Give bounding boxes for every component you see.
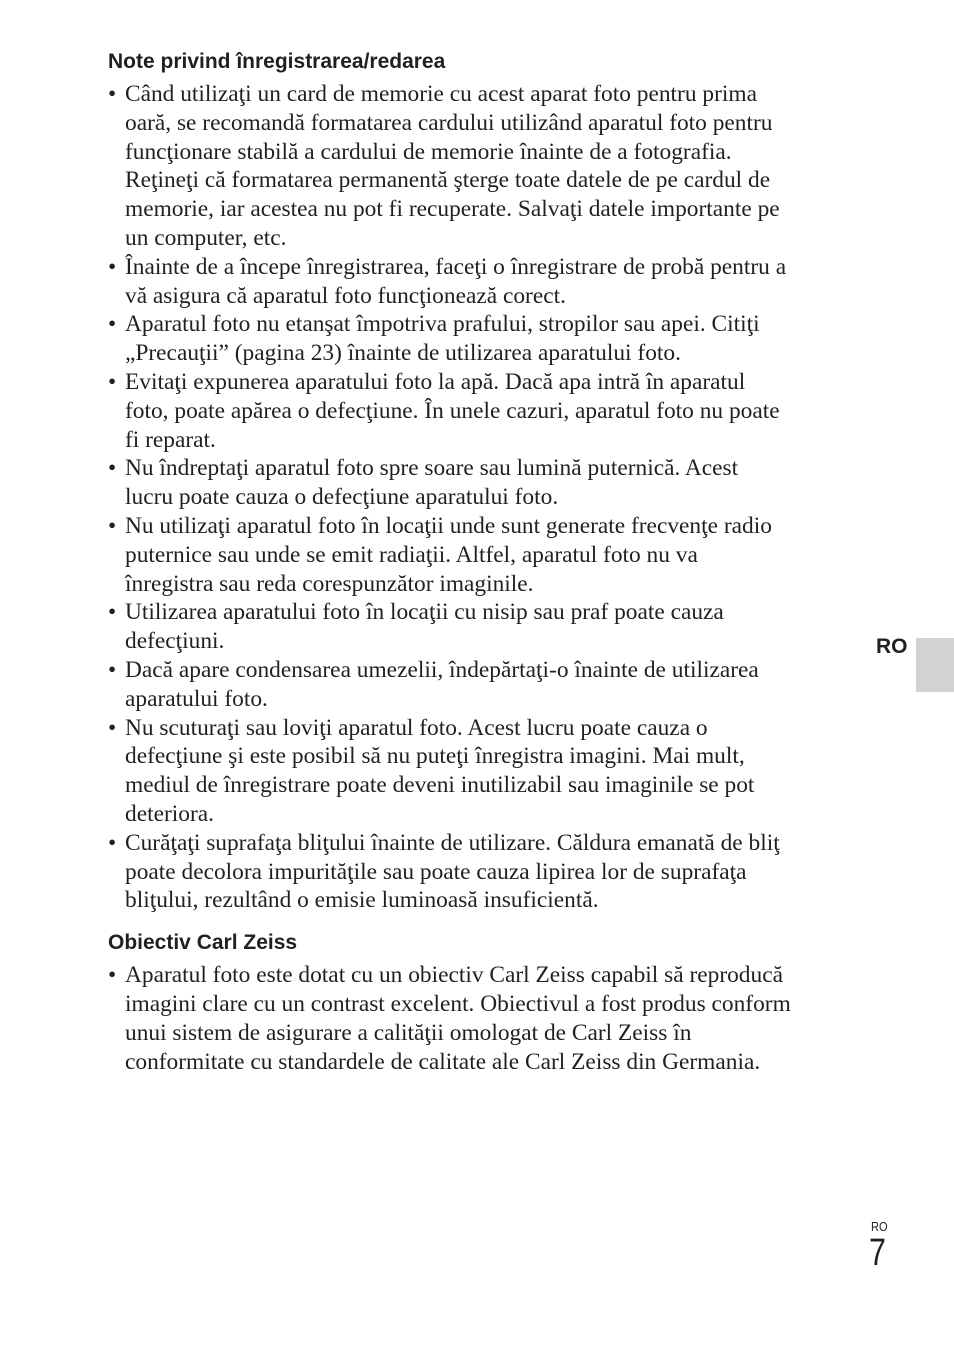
language-tab-label: RO: [876, 635, 908, 658]
list-item: • Curăţaţi suprafaţa bliţului înainte de utilizare. Căldura emanată de bliţ poate decolora impurităţile sau poate cauza lipirea lor de suprafaţa bliţului, rezultând o emisie luminoasă insuficientă.: [108, 829, 860, 915]
section-heading-notes: Note privind înregistrarea/redarea: [108, 50, 446, 73]
page-number: 7: [869, 1232, 886, 1274]
notes-bullet-list: [108, 80, 860, 915]
language-side-tab: [916, 638, 954, 692]
list-item: • Evitaţi expunerea aparatului foto la apă. Dacă apa intră în aparatul foto, poate apărea o defecţiune. În unele cazuri, aparatul foto nu poate fi reparat.: [108, 368, 860, 454]
list-item: • Nu scuturaţi sau loviţi aparatul foto. Acest lucru poate cauza o defecţiune şi este posibil să nu puteţi înregistra imagini. Mai mult, mediul de înregistrare poate deveni inutilizabil sau imaginile se pot deteriora.: [108, 714, 860, 829]
list-item: • Aparatul foto este dotat cu un obiectiv Carl Zeiss capabil să reproducă imagini clare cu un contrast excelent. Obiectivul a fost produs conform unui sistem de asigurare a calităţii omologat de Carl Zeiss în conformitate cu standardele de calitate ale Carl Zeiss din Germania.: [108, 961, 860, 1076]
list-item: • Utilizarea aparatului foto în locaţii cu nisip sau praf poate cauza defecţiuni.: [108, 598, 860, 656]
section-heading-carl-zeiss: Obiectiv Carl Zeiss: [108, 931, 298, 955]
list-item: • Aparatul foto nu etanşat împotriva prafului, stropilor sau apei. Citiţi „Precauţii” (pagina 23) înainte de utilizarea aparatului foto.: [108, 310, 860, 368]
page-content: [108, 48, 860, 1076]
page-language-code: RO: [871, 1219, 888, 1234]
list-item: • Când utilizaţi un card de memorie cu acest aparat foto pentru prima oară, se recomandă formatarea cardului utilizând aparatul foto pentru funcţionare stabilă a cardului de memorie înainte de a fotografia. Reţineţi că formatarea permanentă şterge toate datele de pe cardul de memorie, iar acestea nu pot fi recuperate. Salvaţi datele importante pe un computer, etc.: [108, 80, 860, 253]
list-item: • Dacă apare condensarea umezelii, îndepărtaţi-o înainte de utilizarea aparatului foto.: [108, 656, 860, 714]
list-item: • Înainte de a începe înregistrarea, faceţi o înregistrare de probă pentru a vă asigura că aparatul foto funcţionează corect.: [108, 253, 860, 311]
carl-zeiss-bullet-list: [108, 961, 860, 1076]
list-item: • Nu îndreptaţi aparatul foto spre soare sau lumină puternică. Acest lucru poate cauza o defecţiune aparatului foto.: [108, 454, 860, 512]
list-item: • Nu utilizaţi aparatul foto în locaţii unde sunt generate frecvenţe radio puternice sau unde se emit radiaţii. Altfel, aparatul foto nu va înregistra sau reda corespunzător imaginile.: [108, 512, 860, 598]
